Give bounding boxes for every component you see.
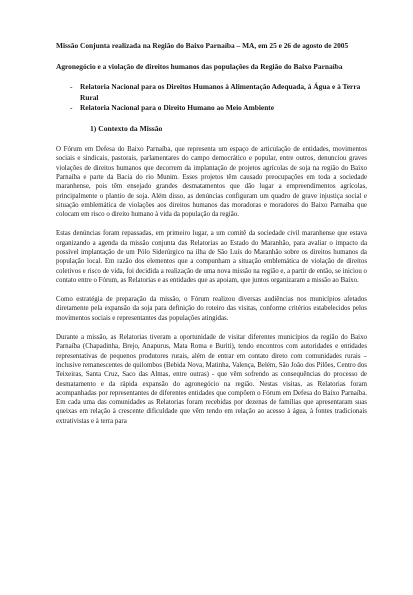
paragraph: Estas denúncias foram repassadas, em primeiro lugar, a um comitê da sociedade civil maranhense que estava organizando a agenda da missão conjunta das Relatorias ao Estado do Maranhão, para avaliar o impacto da possível implantação de um Pólo Siderúrgico na ilha de São Luís do Maranhão sobre os direitos humanos da população local. Em razão dos elementos que a compunham a situação emblemática de violação de direitos coletivos e risco de vida, foi decidida a realização de uma nova missão na região e, a partir de então, se iniciou o contato entre o Fórum, as Relatorias e as entidades que as apoiam, que juntos organizaram a missão ao Baixo. [56,230,367,284]
paragraph: Como estratégia de preparação da missão, o Fórum realizou diversas audiências nos municípios afetados diretamente pela expansão da soja para definição do roteiro das visitas, conforme critérios estabelecidos pelos movimentos sociais e representantes das populações atingidas. [56,296,367,322]
paragraph: O Fórum em Defesa do Baixo Parnaíba, que representa um espaço de articulação de entidades, movimentos sociais e sindicais, pastorais, parlamentares do campo democrático e popular, entre outros, denunciou graves violações de direitos humanos que decorrem da implantação de projetos agrícolas de soja na região do Baixo Parnaíba e parte da Bacia do rio Munim. Esses projetos têm causado preocupações em toda a sociedade maranhense, pois têm ensejado grandes desmatamentos que dão lugar a empreendimentos agrícolas, principalmente o plantio de soja. Além disso, as denúncias configuram um quadro de grave injustiça social e situação emblemática de violações aos direitos humanos das moradoras e moradores do Baixo Parnaíba que colocam em risco o direito humano à vida da população da região. [56,146,367,219]
list-item-text: Relatoria Nacional para os Direitos Humanos à Alimentação Adequada, à Água e à Terra Rural [80,82,361,102]
document-title: Missão Conjunta realizada na Região do Baixo Parnaíba – MA, em 25 e 26 de agosto de 2005 [56,41,349,50]
dash-bullet-icon: - [70,82,73,92]
reports-list [56,82,367,113]
paragraph: Durante a missão, as Relatorias tiveram a oportunidade de visitar diferentes municípios da região do Baixo Parnaíba (Chapadinha, Brejo, Anapurus, Mata Roma e Buriti), tendo encontros com autoridades e entidades representativas de pequenos produtores rurais, além de entrar em contato direto com comunidades rurais – inclusive remanescentes de quilombos (Bebida Nova, Matinha, Valença, Belém, São João dos Pilões, Centro dos Teixeiras, Santa Cruz, Saco das Almas, entre outras) - que vêm sofrendo as consequências do processo de desmatamento e da rápida expansão do agronegócio na região. Nestas visitas, as Relatorias foram acompanhadas por representantes de diferentes entidades que compõem o Fórum em Defesa do Baixo Parnaíba. Em cada uma das comunidades as Relatorias foram recebidas por dezenas de famílias que apresentaram suas queixas em relação à crescente dificuldade que vêm tendo em relação ao acesso à água, à fontes tradicionais extrativistas e à terra para [56,334,367,425]
list-item [70,103,367,113]
list-item [70,82,367,102]
dash-bullet-icon: - [70,102,73,112]
list-item-text: Relatoria Nacional para o Direito Humano ao Meio Ambiente [80,102,275,112]
section-heading: 1) Contexto da Missão [90,124,163,134]
document-subtitle: Agronegócio e a violação de direitos humanos das populações da Região do Baixo Parnaíba [56,62,343,72]
